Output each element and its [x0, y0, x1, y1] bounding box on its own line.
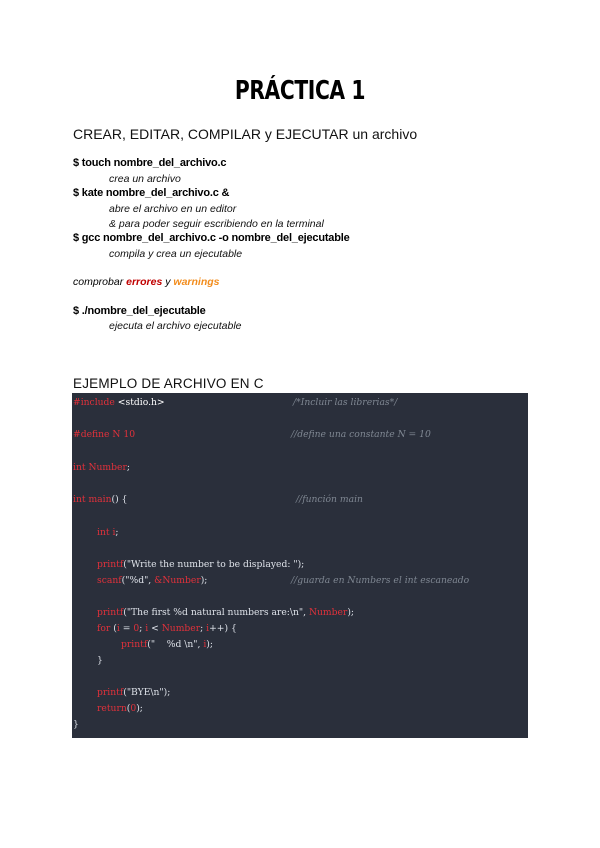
code-comment-main: //función main [296, 494, 363, 505]
command-touch-desc: crea un archivo [109, 173, 181, 185]
check-prefix: comprobar [73, 276, 127, 288]
command-gcc-desc: compila y crea un ejecutable [109, 248, 243, 260]
command-run: $ ./nombre_del_ejecutable [73, 305, 206, 317]
errors-word: errores [126, 276, 163, 288]
code-block [72, 393, 528, 738]
code-line-printf-bye: printf("BYE\n"); [97, 687, 171, 698]
code-comment-scanf: //guarda en Numbers el int escaneado [291, 575, 470, 586]
code-comment-define: //define una constante N = 10 [291, 429, 431, 440]
page-title: PRÁCTICA 1 [234, 76, 366, 106]
code-line-for: for (i = 0; i < Number; i++) { [97, 623, 237, 634]
code-comment-include: /*Incluir las librerias*/ [293, 397, 398, 408]
command-run-desc: ejecuta el archivo ejecutable [109, 320, 242, 332]
section-title: EJEMPLO DE ARCHIVO EN C [73, 376, 264, 391]
page-subtitle: CREAR, EDITAR, COMPILAR y EJECUTAR un archivo [73, 126, 418, 142]
check-note [73, 276, 220, 288]
check-middle: y [162, 276, 174, 288]
command-touch: $ touch nombre_del_archivo.c [73, 157, 227, 169]
code-line-printf-loop: printf(" %d \n", i); [121, 639, 213, 650]
code-line-i-decl: int i; [97, 527, 119, 538]
command-kate: $ kate nombre_del_archivo.c & [73, 187, 230, 199]
code-line-main-close: } [73, 719, 79, 730]
code-line-main: int main() { [73, 494, 128, 505]
warnings-word: warnings [173, 276, 220, 288]
code-line-return: return(0); [97, 703, 143, 714]
code-line-for-close: } [97, 655, 103, 666]
command-kate-desc-2: & para poder seguir escribiendo en la terminal [109, 218, 324, 230]
code-line-printf-write: printf("Write the number to be displayed: "); [97, 559, 305, 570]
code-line-number-decl: int Number; [73, 462, 130, 473]
command-kate-desc-1: abre el archivo en un editor [109, 203, 237, 215]
code-line-include: #include <stdio.h> [73, 397, 165, 408]
code-line-define: #define N 10 [73, 429, 136, 440]
code-line-scanf: scanf("%d", &Number); [97, 575, 208, 586]
code-line-printf-first: printf("The first %d natural numbers are:\n", Number); [97, 607, 355, 618]
command-gcc: $ gcc nombre_del_archivo.c -o nombre_del_ejecutable [73, 232, 350, 244]
